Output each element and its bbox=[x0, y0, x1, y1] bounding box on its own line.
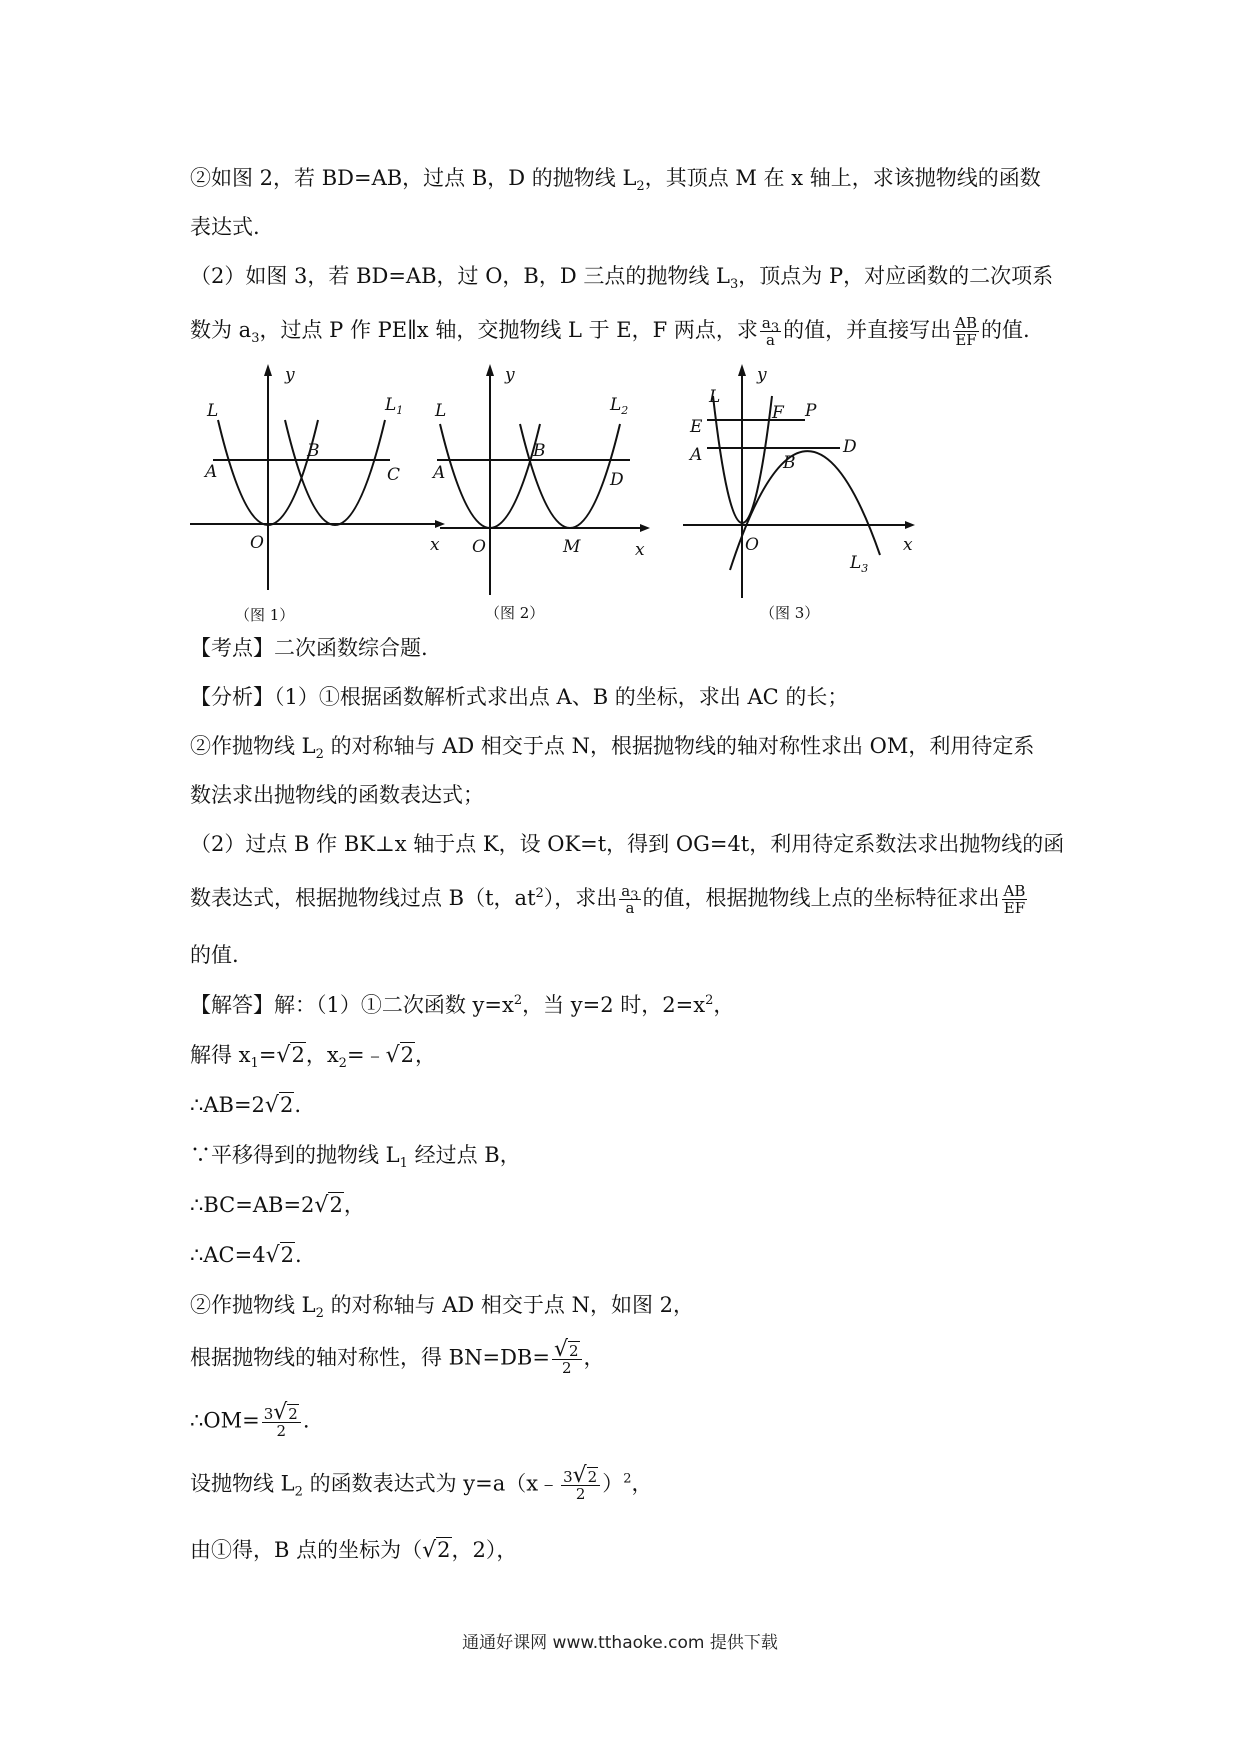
fig3-b-label: B bbox=[783, 453, 796, 473]
fig1-x-label: x bbox=[430, 535, 440, 555]
fig1-caption: （图 1） bbox=[235, 606, 295, 624]
fig1-b-label: B bbox=[307, 441, 320, 461]
fig2-l2-label: $L_2$ bbox=[610, 395, 629, 417]
jieda-line-11: 由①得，B 点的坐标为（√2，2）， bbox=[190, 1538, 518, 1563]
jieda-line-6: ∴AC=4√2. bbox=[190, 1243, 302, 1268]
fig3-e-label: E bbox=[690, 417, 703, 437]
fig3-f-label: F bbox=[772, 403, 784, 423]
jieda-line-1: 【解答】解：（1）①二次函数 $y=x^2$，当 y=2 时，$2=x^2$， bbox=[190, 993, 735, 1017]
fig2-caption: （图 2） bbox=[485, 604, 545, 622]
jieda-line-4: ∵平移得到的抛物线 $L_1$ 经过点 B， bbox=[190, 1143, 521, 1172]
fig3-d-label: D bbox=[843, 437, 857, 457]
fig2-x-label: x bbox=[635, 540, 645, 560]
question-line-2: 表达式. bbox=[190, 215, 260, 239]
fig1-l1-label: $L_1$ bbox=[385, 395, 404, 417]
page-footer: 通通好课网 www.tthaoke.com 提供下载 bbox=[462, 1633, 778, 1653]
jieda-line-2: 解得 $x_1=√2$，$x_2=﹣√2$， bbox=[190, 1043, 436, 1072]
fig3-p-label: P bbox=[805, 401, 817, 421]
jieda-line-8: 根据抛物线的轴对称性，得 BN=DB= $\frac{√2}{2}$ ， bbox=[190, 1337, 605, 1377]
fenxi-line-5: 数表达式，根据抛物线过点 B（t，$at^2$），求出 $\frac{a_3}{a}$ 的值，根据抛物线上点的坐标特征求出 $\frac{AB}{EF}$ bbox=[190, 882, 1026, 917]
fenxi-line-2: ②作抛物线 $L_2$ 的对称轴与 AD 相交于点 N，根据抛物线的轴对称性求出 OM，利用待定系 bbox=[190, 734, 1035, 763]
fig1-o-label: O bbox=[250, 533, 264, 553]
fenxi-line-6: 的值. bbox=[190, 943, 239, 967]
fig2-o-label: O bbox=[472, 537, 486, 557]
fig2-l-label: L bbox=[435, 401, 447, 421]
question-line-4: 数为 $a_3$，过点 P 作 PE∥x 轴，交抛物线 L 于 E，F 两点，求 $\frac{a_3}{a}$ 的值，并直接写出 $\frac{AB}{EF}$ 的值. bbox=[190, 314, 1030, 349]
fig2-m-label: M bbox=[563, 537, 581, 557]
fenxi-line-3: 数法求出抛物线的函数表达式； bbox=[190, 783, 484, 807]
question-line-3: （2）如图 3，若 BD=AB，过 O，B，D 三点的抛物线 $L_3$，顶点为 P，对应函数的二次项系 bbox=[190, 264, 1054, 293]
jieda-line-3: ∴AB=2√2. bbox=[190, 1093, 302, 1118]
fraction-ab-over-ef: $\frac{AB}{EF}$ bbox=[955, 314, 977, 349]
fraction-ab-over-ef-2: $\frac{AB}{EF}$ bbox=[1003, 882, 1026, 917]
jieda-line-7: ②作抛物线 $L_2$ 的对称轴与 AD 相交于点 N，如图 2， bbox=[190, 1293, 695, 1322]
fraction-a3-over-a-2: $\frac{a_3}{a}$ bbox=[621, 882, 639, 917]
jieda-line-5: ∴BC=AB=2√2， bbox=[190, 1193, 365, 1218]
jieda-line-9: ∴OM= $\frac{3√2}{2}$ . bbox=[190, 1400, 310, 1440]
fig3-o-label: O bbox=[745, 535, 759, 555]
fig3-l3-label: $L_3$ bbox=[850, 553, 869, 575]
fig1-c-label: C bbox=[387, 465, 401, 485]
fenxi-line-4: （2）过点 B 作 BK⊥x 轴于点 K，设 OK=t，得到 OG=4t，利用待定系数法求出抛物线的函 bbox=[190, 832, 1065, 856]
fig2-b-label: B bbox=[533, 441, 546, 461]
kaodian-line: 【考点】二次函数综合题. bbox=[190, 636, 428, 660]
jieda-line-10: 设抛物线 $L_2$ 的函数表达式为 y=a（x﹣ $\frac{3√2}{2}$ ）$^2$， bbox=[190, 1463, 653, 1503]
fig3-caption: （图 3） bbox=[760, 604, 820, 622]
fenxi-line-1: 【分析】（1）①根据函数解析式求出点 A、B 的坐标，求出 AC 的长； bbox=[190, 685, 849, 709]
fig3-l-label: L bbox=[709, 387, 721, 407]
fig3-a-label: A bbox=[690, 445, 703, 465]
fig3-x-label: x bbox=[903, 535, 913, 555]
fig1-a-label: A bbox=[205, 462, 218, 482]
fig3-y-label: y bbox=[757, 365, 767, 385]
question-line-1: ②如图 2，若 BD=AB，过点 B，D 的抛物线 $L_2$，其顶点 M 在 x 轴上，求该抛物线的函数 bbox=[190, 166, 1041, 195]
figure-1 bbox=[190, 364, 445, 590]
fig1-l-label: L bbox=[207, 401, 219, 421]
fig2-d-label: D bbox=[610, 470, 624, 490]
fig1-y-label: y bbox=[285, 365, 295, 385]
figures-area bbox=[185, 360, 1065, 630]
fig2-y-label: y bbox=[505, 365, 515, 385]
fig2-a-label: A bbox=[433, 463, 446, 483]
fraction-a3-over-a: $\frac{a_3}{a}$ bbox=[761, 314, 780, 349]
